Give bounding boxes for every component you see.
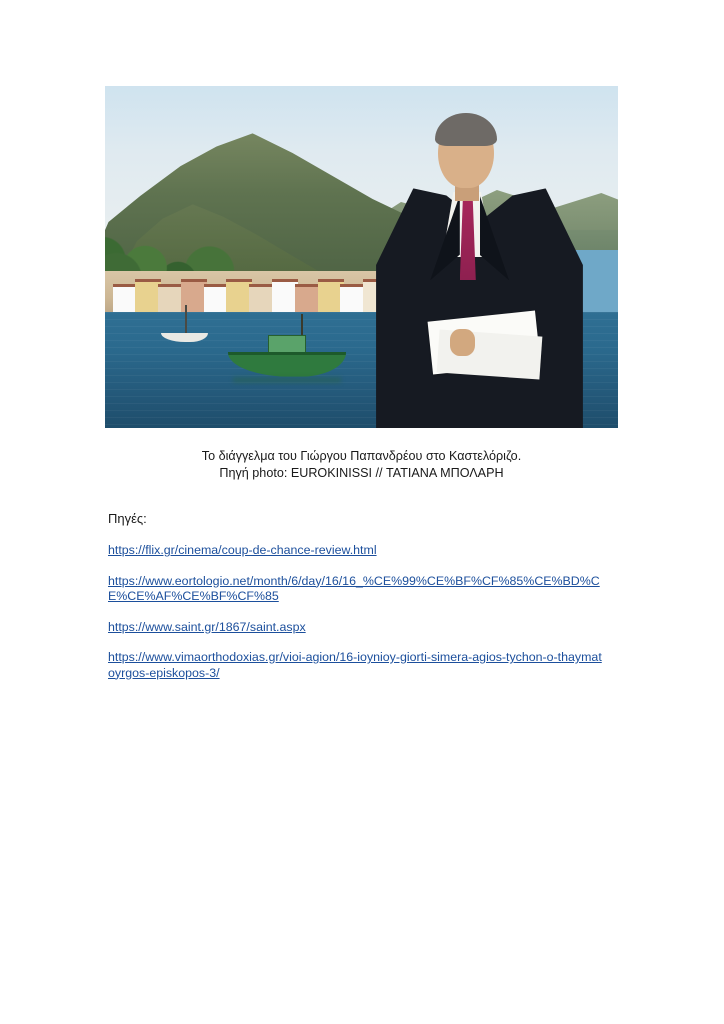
source-link[interactable]: https://www.vimaorthodoxias.gr/vioi-agion/16-ioynioy-giorti-simera-agios-tychon-o-thaymatoyrgos-episkopos-3/: [108, 650, 602, 680]
photo-papandreou-kastelorizo: [105, 86, 618, 428]
small-boat: [161, 325, 207, 342]
source-link[interactable]: https://flix.gr/cinema/coup-de-chance-review.html: [108, 543, 377, 557]
sources-label: Πηγές:: [108, 511, 147, 526]
sources-list: [108, 543, 608, 696]
caption-line-1: Το διάγγελμα του Γιώργου Παπανδρέου στο Καστελόριζο.: [201, 449, 522, 463]
person-speaking: [356, 100, 602, 428]
source-link[interactable]: https://www.eortologio.net/month/6/day/16/16_%CE%99%CE%BF%CF%85%CE%BD%CE%CE%AF%CE%BF%CF%85: [108, 573, 600, 603]
source-link[interactable]: https://www.saint.gr/1867/saint.aspx: [108, 619, 306, 634]
photo-canvas: [105, 86, 618, 428]
figure-caption: [105, 448, 618, 482]
caption-line-2: Πηγή photo: EUROKINISSI // ΤΑΤΙΑΝΑ ΜΠΟΛΑΡΗ: [219, 466, 504, 480]
green-fishing-boat: [228, 336, 346, 377]
